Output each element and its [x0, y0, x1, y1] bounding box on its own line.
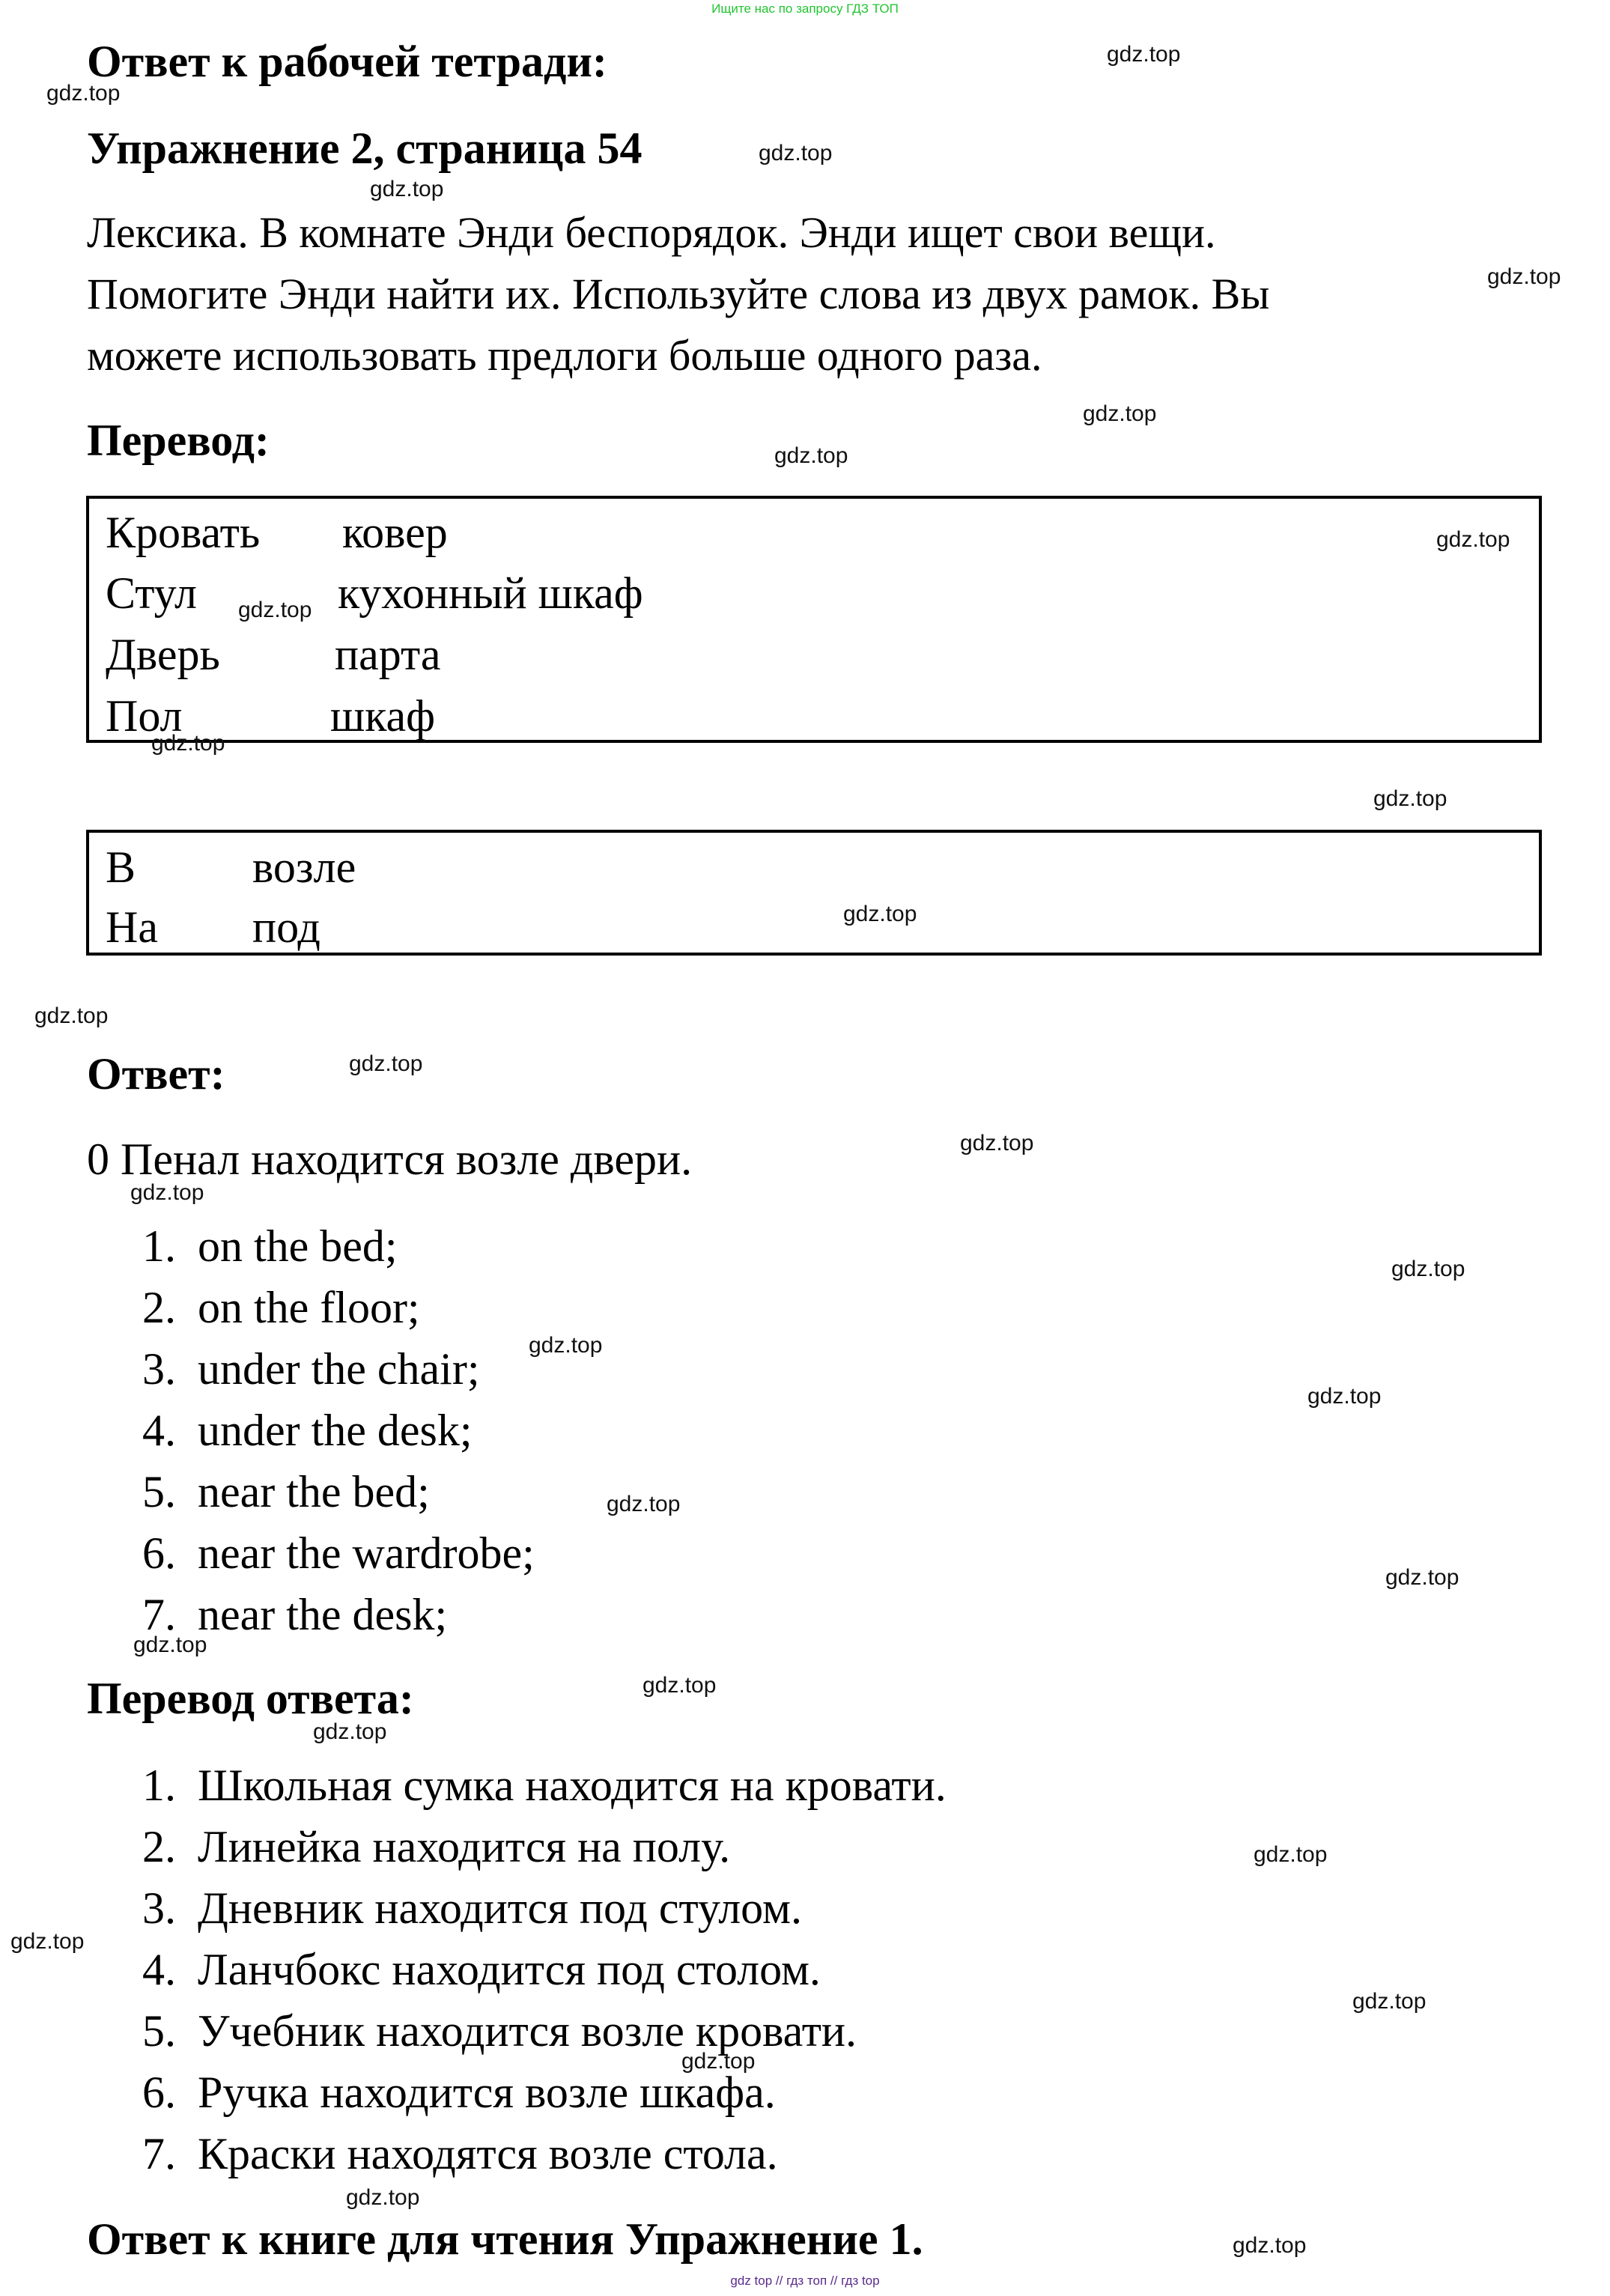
exercise-title: Упражнение 2, страница 54 — [87, 124, 643, 173]
watermark: gdz.top — [10, 1929, 85, 1954]
answer-translation-heading: Перевод ответа: — [87, 1674, 414, 1723]
watermark: gdz.top — [238, 598, 312, 622]
watermark: gdz.top — [681, 2049, 756, 2074]
prepositions-box — [86, 830, 1542, 956]
watermark: gdz.top — [960, 1131, 1034, 1155]
watermark: gdz.top — [1373, 786, 1448, 811]
task-line-2: Помогите Энди найти их. Используйте слова из двух рамок. Вы — [87, 270, 1270, 318]
noun-word: Кровать — [106, 508, 261, 557]
watermark: gdz.top — [1487, 264, 1561, 289]
watermark: gdz.top — [643, 1673, 717, 1698]
watermark: gdz.top — [130, 1180, 204, 1205]
watermark: gdz.top — [1391, 1257, 1465, 1281]
watermark: gdz.top — [1307, 1384, 1382, 1409]
preposition-word: под — [252, 902, 321, 952]
watermark: gdz.top — [1385, 1565, 1459, 1590]
watermark: gdz.top — [313, 1719, 387, 1744]
watermark: gdz.top — [843, 902, 917, 926]
watermark: gdz.top — [1233, 2233, 1307, 2258]
reader-heading: Ответ к книге для чтения Упражнение 1. — [87, 2214, 923, 2264]
watermark: gdz.top — [133, 1633, 207, 1657]
watermark: gdz.top — [1107, 42, 1181, 67]
preposition-word: В — [106, 842, 136, 892]
noun-word: кухонный шкаф — [338, 568, 643, 618]
noun-word: шкаф — [330, 691, 435, 741]
search-banner: Ищите нас по запросу ГДЗ ТОП — [711, 1, 899, 16]
watermark: gdz.top — [607, 1492, 681, 1516]
preposition-word: возле — [252, 842, 356, 892]
translation-heading: Перевод: — [87, 416, 270, 465]
watermark: gdz.top — [529, 1333, 603, 1358]
site-footer: gdz top // гдз топ // гдз top — [730, 2274, 880, 2288]
task-line-3: можете использовать предлоги больше одного раза. — [87, 331, 1042, 380]
watermark: gdz.top — [349, 1051, 423, 1076]
noun-word: Стул — [106, 568, 197, 618]
watermark: gdz.top — [370, 177, 444, 201]
watermark: gdz.top — [1083, 401, 1157, 426]
heading-workbook-answer: Ответ к рабочей тетради: — [87, 37, 607, 86]
watermark: gdz.top — [34, 1003, 109, 1028]
noun-word: Пол — [106, 691, 183, 741]
watermark: gdz.top — [759, 141, 833, 165]
watermark: gdz.top — [1352, 1989, 1427, 2014]
watermark: gdz.top — [1254, 1842, 1328, 1867]
watermark: gdz.top — [774, 443, 848, 468]
answer-heading: Ответ: — [87, 1049, 225, 1099]
watermark: gdz.top — [46, 81, 121, 106]
watermark: gdz.top — [151, 731, 225, 756]
noun-word: парта — [335, 630, 441, 679]
noun-word: ковер — [342, 508, 448, 557]
task-line-1: Лексика. В комнате Энди беспорядок. Энди ищет свои вещи. — [87, 208, 1216, 257]
answer-example: 0 Пенал находится возле двери. — [87, 1135, 693, 1184]
watermark: gdz.top — [346, 2185, 420, 2210]
noun-word: Дверь — [106, 630, 220, 679]
watermark: gdz.top — [1436, 527, 1510, 552]
preposition-word: На — [106, 902, 158, 952]
